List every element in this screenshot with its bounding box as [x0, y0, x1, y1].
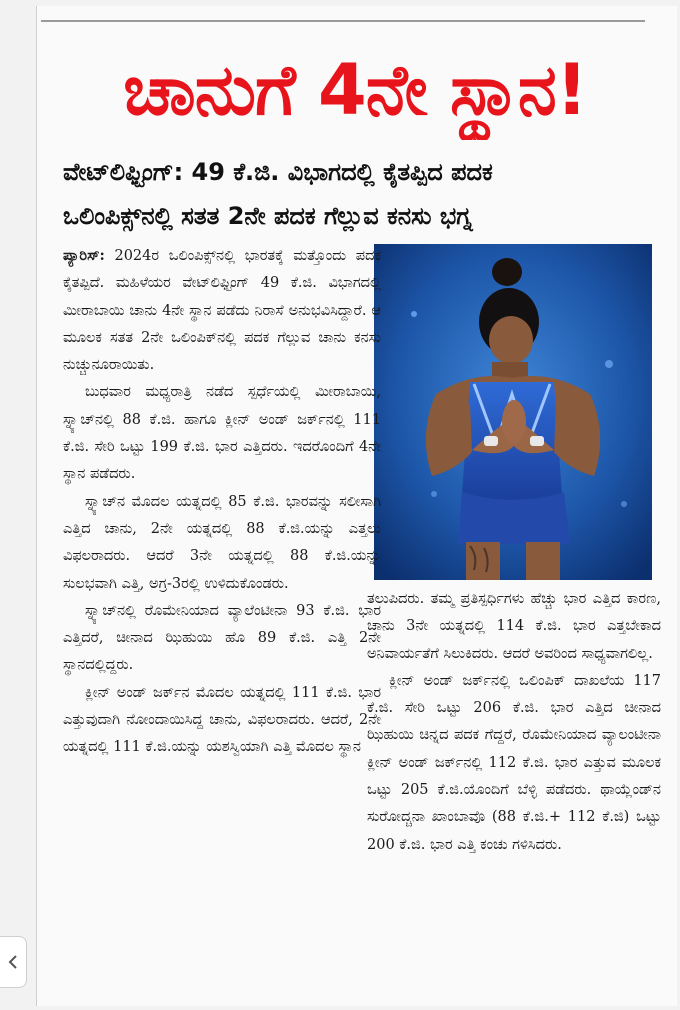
dateline: ಪ್ಯಾರಿಸ್: [63, 247, 105, 264]
subheadline-2: ಒಲಿಂಪಿಕ್ಸ್‌ನಲ್ಲಿ ಸತತ 2ನೇ ಪದಕ ಗೆಲ್ಲುವ ಕನಸು ಭಗ್ನ [63, 202, 473, 230]
article-paragraph: ಕ್ಲೀನ್ ಅಂಡ್ ಜರ್ಕ್‌ನ ಮೊದಲ ಯತ್ನದಲ್ಲಿ 111 ಕೆ.ಜಿ. ಭಾರ ಎತ್ತುವುದಾಗಿ ನೋಂದಾಯಿಸಿದ್ದ ಚಾನು, ವಿಫಲರಾದರು. ಆದರೆ, 2ನೇ ಯತ್ನದಲ್ಲಿ 111 ಕೆ.ಜಿ.ಯನ್ನು ಯಶಸ್ವಿಯಾಗಿ ಎತ್ತಿ ಮೊದಲ ಸ್ಥಾನ [63, 684, 381, 756]
chevron-left-icon [8, 955, 18, 969]
article-column-right [367, 586, 661, 986]
top-rule [41, 20, 645, 22]
article-paragraph [63, 242, 381, 379]
weightlifter-photo [374, 244, 652, 580]
article-paragraph: ಬುಧವಾರ ಮಧ್ಯರಾತ್ರಿ ನಡೆದ ಸ್ಪರ್ಧೆಯಲ್ಲಿ ಮೀರಾಬಾಯಿ, ಸ್ನ್ಯಾಚ್‌ನಲ್ಲಿ 88 ಕೆ.ಜಿ. ಹಾಗೂ ಕ್ಲೀನ್ ಅಂಡ್ ಜರ್ಕ್‌ನಲ್ಲಿ 111 ಕೆ.ಜಿ. ಸೇರಿ ಒಟ್ಟು 199 ಕೆ.ಜಿ. ಭಾರ ಎತ್ತಿದರು. ಇದರೊಂದಿಗೆ 4ನೇ ಸ್ಥಾನ ಪಡೆದರು. [63, 384, 381, 483]
headline: ಚಾನುಗೆ 4ನೇ ಸ್ಥಾನ! [123, 49, 587, 131]
article-paragraph: ಸ್ನ್ಯಾಚ್‌ನ ಮೊದಲ ಯತ್ನದಲ್ಲಿ 85 ಕೆ.ಜಿ. ಭಾರವನ್ನು ಸಲೀಸಾಗಿ ಎತ್ತಿದ ಚಾನು, 2ನೇ ಯತ್ನದಲ್ಲಿ 88 ಕೆ.ಜಿ.ಯನ್ನು ಎತ್ತಲು ವಿಫಲರಾದರು. ಆದರೆ 3ನೇ ಯತ್ನದಲ್ಲಿ 88 ಕೆ.ಜಿ.ಯನ್ನು ಸುಲಭವಾಗಿ ಎತ್ತಿ, ಅಗ್ರ-3ರಲ್ಲಿ ಉಳಿದುಕೊಂಡರು. [63, 493, 381, 592]
newspaper-page [36, 6, 677, 1006]
article-paragraph: ಕ್ಲೀನ್ ಅಂಡ್ ಜರ್ಕ್‌ನಲ್ಲಿ ಒಲಿಂಪಿಕ್ ದಾಖಲೆಯ 117 ಕೆ.ಜಿ. ಸೇರಿ ಒಟ್ಟು 206 ಕೆ.ಜಿ. ಭಾರ ಎತ್ತಿದ ಚೀನಾದ ಝಿಹುಯಿ ಚಿನ್ನದ ಪದಕ ಗೆದ್ದರೆ, ರೊಮೇನಿಯಾದ ವ್ಯಾಲಂಟೀನಾ ಕ್ಲೀನ್ ಅಂಡ್ ಜರ್ಕ್‌ನಲ್ಲಿ 112 ಕೆ.ಜಿ. ಭಾರ ಎತ್ತುವ ಮೂಲಕ ಒಟ್ಟು 205 ಕೆ.ಜಿ.ಯೊಂದಿಗೆ ಬೆಳ್ಳಿ ಪಡೆದರು. ಥಾಯ್ಲೆಂಡ್‌ನ ಸುರೋದ್ಚನಾ ಖಾಂಬಾವೊ (88 ಕೆ.ಜಿ.+ 112 ಕೆ.ಜಿ) ಒಟ್ಟು 200 ಕೆ.ಜಿ. ಭಾರ ಎತ್ತಿ ಕಂಚು ಗಳಿಸಿದರು. [367, 672, 661, 853]
subheadline-1: ವೇಟ್‌ಲಿಫ್ಟಿಂಗ್: 49 ಕೆ.ಜಿ. ವಿಭಾಗದಲ್ಲಿ ಕೈತಪ್ಪಿದ ಪದಕ [63, 158, 493, 186]
article-column-left [63, 242, 381, 992]
photo-illustration [374, 244, 652, 580]
paragraph-text: 2024ರ ಒಲಿಂಪಿಕ್ಸ್‌ನಲ್ಲಿ ಭಾರತಕ್ಕೆ ಮತ್ತೊಂದು ಪದಕ ಕೈತಪ್ಪಿದೆ. ಮಹಿಳೆಯರ ವೇಟ್‌ಲಿಫ್ಟಿಂಗ್ 49 ಕೆ.ಜಿ. ವಿಭಾಗದಲ್ಲಿ ಮೀರಾಬಾಯಿ ಚಾನು 4ನೇ ಸ್ಥಾನ ಪಡೆದು ನಿರಾಸೆ ಅನುಭವಿಸಿದ್ದಾರೆ. ಆ ಮೂಲಕ ಸತತ 2ನೇ ಒಲಿಂಪಿಕ್‌ನಲ್ಲಿ ಪದಕ ಗೆಲ್ಲುವ ಚಾನು ಕನಸು ನುಚ್ಚುನೂರಾಯಿತು. [63, 248, 381, 374]
side-panel-tab[interactable] [0, 936, 27, 988]
article-paragraph: ಸ್ನ್ಯಾಚ್‌ನಲ್ಲಿ ರೊಮೇನಿಯಾದ ವ್ಯಾಲೆಂಟೀನಾ 93 ಕೆ.ಜಿ. ಭಾರ ಎತ್ತಿದರೆ, ಚೀನಾದ ಝಿಹುಯಿ ಹೊ 89 ಕೆ.ಜಿ. ಎತ್ತಿ 2ನೇ ಸ್ಥಾನದಲ್ಲಿದ್ದರು. [63, 602, 381, 674]
article-paragraph: ತಲುಪಿದರು. ತಮ್ಮ ಪ್ರತಿಸ್ಪರ್ಧಿಗಳು ಹೆಚ್ಚು ಭಾರ ಎತ್ತಿದ ಕಾರಣ, ಚಾನು 3ನೇ ಯತ್ನದಲ್ಲಿ 114 ಕೆ.ಜಿ. ಭಾರ ಎತ್ತಬೇಕಾದ ಅನಿವಾರ್ಯತೆಗೆ ಸಿಲುಕಿದರು. ಆದರೆ ಅವರಿಂದ ಸಾಧ್ಯವಾಗಲಿಲ್ಲ. [367, 591, 661, 662]
